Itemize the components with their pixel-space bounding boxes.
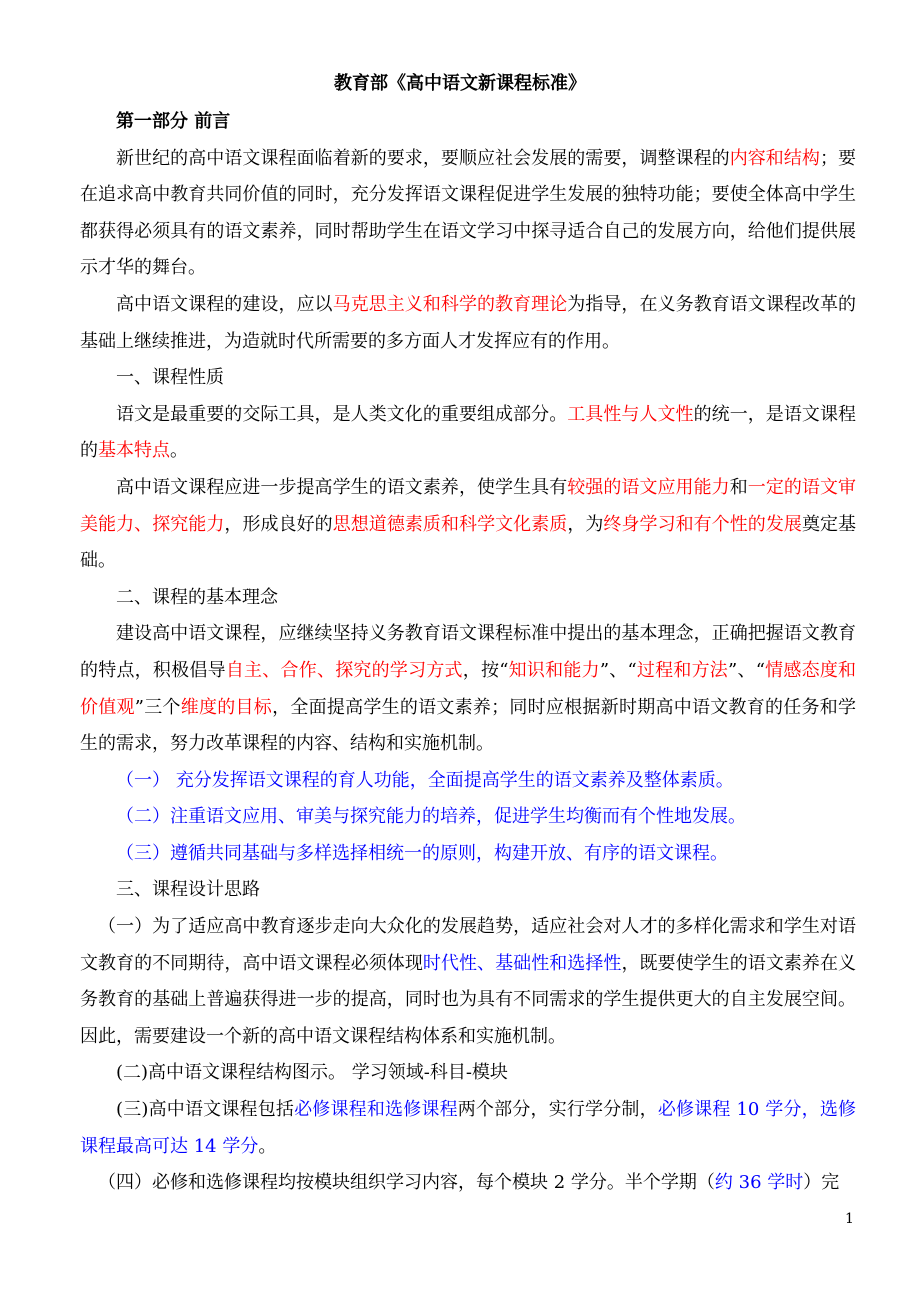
text-run: (三)高中语文课程包括 [116,1099,295,1121]
highlight-blue: 必修课程和选修课程 [294,1099,458,1121]
text-run: ”三个 [134,696,181,718]
text-run: 语文是最重要的交际工具，是人类文化的重要组成部分。 [116,403,568,425]
highlight-red: 基本特点 [98,440,170,462]
text-run: ）完 [803,1172,840,1194]
paragraph-design-1 [80,909,856,1055]
highlight-blue: 约 36 学时 [714,1172,804,1194]
text-run: ，形成良好的 [224,513,333,535]
document-body [80,104,856,1202]
document-title: 教育部《高中语文新课程标准》 [334,73,586,94]
text-run: ，既要使学生的语文素养在义务教育的基础上普遍获得进一步的提高，同时也为具有不同需求的学生提供更大的自主发展空间。因此，需要建设一个新的高中语文课程结构体系和实施机制。 [80,952,857,1047]
highlight-red: 一定的语文审美能力、探究能力 [80,476,857,535]
highlight-red: 自主、合作、探究的学习方式 [225,659,463,681]
concept-item-2: （二）注重语文应用、审美与探究能力的培养，促进学生均衡而有个性地发展。 [116,806,746,828]
heading-course-nature: 一、课程性质 [116,367,224,389]
highlight-blue: 必修课程 10 学分，选修课程最高可达 14 学分 [80,1099,857,1157]
text-run: 两个部分，实行学分制， [457,1099,658,1121]
highlight-red: 内容和结构 [729,147,820,169]
text-run: ”、“ [728,659,765,681]
text-run: ，为 [567,513,604,535]
text-run: ，全面提高学生的语文素养；同时应根据新时期高中语文教育的任务和学生的需求，努力改革课程的内容、结构和实施机制。 [80,696,857,755]
paragraph-new-century [80,141,856,287]
text-run: 高中语文课程的建设，应以 [116,293,333,315]
concept-item-3: （三）遵循共同基础与多样选择相统一的原则，构建开放、有序的语文课程。 [116,842,728,864]
text-run: 为指导，在义务教育语文课程改革的基础上继续推进，为造就时代所需要的多方面人才发挥应有的作用。 [80,293,857,352]
paragraph-literacy-goals [80,470,856,580]
text-run: 建设高中语文课程，应继续坚持义务教育语文课程标准中提出的基本理念，正确把握语文教育的特点，积极倡导 [80,623,856,681]
highlight-blue: 时代性、基础性和选择性 [422,952,622,974]
page-number: 1 [845,1211,854,1227]
text-run: （一）为了适应高中教育逐步走向大众化的发展趋势，适应社会对人才的多样化需求和学生对语文教育的不同期待，高中语文课程必须体现 [80,916,856,974]
paragraph-design-3 [80,1092,856,1165]
paragraph-chinese-definition [80,397,856,470]
section-heading-preface: 第一部分 前言 [116,111,231,132]
paragraph-design-2: (二)高中语文课程结构图示。 学习领域-科目-模块 [116,1062,508,1084]
highlight-red: 马克思主义和科学的教育理论 [332,293,568,315]
text-run: 奠定基础。 [80,513,857,572]
highlight-red: 终身学习和有个性的发展 [603,513,802,535]
heading-basic-concepts: 二、课程的基本理念 [116,586,278,608]
highlight-red: 工具性与人文性 [567,403,694,425]
highlight-red: 较强的语文应用能力 [567,476,730,498]
paragraph-basic-concepts [80,616,856,762]
highlight-red: 思想道德素质和科学文化素质 [332,513,568,535]
text-run: 的统一，是语文课程的 [80,403,857,462]
paragraph-course-construction [80,287,856,360]
highlight-red: 维度的目标 [180,696,273,718]
paragraph-design-4 [80,1165,856,1202]
text-run: 新世纪的高中语文课程面临着新的要求，要顺应社会发展的需要，调整课程的 [116,147,730,169]
highlight-red: 过程和方法 [636,659,729,681]
concept-item-1: （一） 充分发挥语文课程的育人功能，全面提高学生的语文素养及整体素质。 [116,769,734,791]
text-run: 。 [258,1135,277,1157]
text-run: ”、“ [599,659,637,681]
text-run: 高中语文课程应进一步提高学生的语文素养，使学生具有 [116,476,568,498]
text-run: ，按“ [462,659,509,681]
text-run: 和 [729,476,748,498]
highlight-red: 情感态度和价值观 [80,659,857,718]
heading-design-ideas: 三、课程设计思路 [116,879,260,901]
text-run: ；要在追求高中教育共同价值的同时，充分发挥语文课程促进学生发展的独特功能；要使全体高中学生都获得必须具有的语文素养，同时帮助学生在语文学习中探寻适合自己的发展方向，给他们提供展示才华的舞台。 [80,147,857,279]
text-run: 。 [170,440,188,462]
text-run: （四）必修和选修课程均按模块组织学习内容，每个模块 2 学分。半个学期（ [98,1172,715,1194]
highlight-red: 知识和能力 [508,659,600,681]
